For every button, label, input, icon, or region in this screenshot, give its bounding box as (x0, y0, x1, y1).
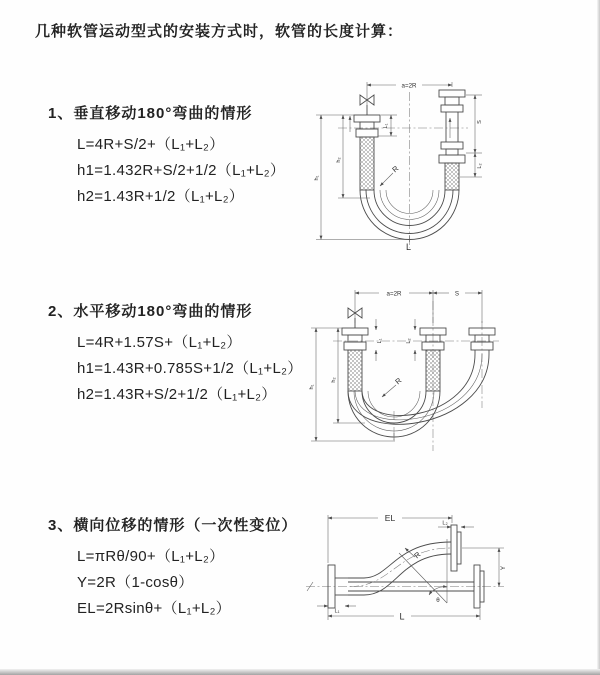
left-flange (354, 115, 380, 137)
hose-braid-left (348, 350, 362, 391)
dim-l1 (317, 606, 356, 615)
diagram-horizontal-180-bend (303, 283, 528, 468)
dim-s-label: S (477, 120, 483, 124)
formula-line: h2=1.43R+1/2（L₁+L₂） (77, 188, 245, 205)
dim-h2-label: h₂ (336, 157, 342, 163)
radius-leader (405, 548, 423, 560)
hose-u-bend-displaced (348, 350, 489, 424)
dim-l2 (406, 319, 415, 361)
section-vertical-180 (48, 102, 285, 210)
radius-leader (382, 376, 404, 397)
dim-l2-label: L₂ (442, 520, 448, 527)
dim-y-label: Y (500, 565, 507, 571)
section-heading: 2、水平移动180°弯曲的情形 (48, 303, 253, 320)
formula-line: L=4R+S/2+（L₁+L₂） (77, 136, 225, 153)
hose-braid-right (445, 163, 459, 190)
dim-s-label: S (454, 290, 460, 298)
dim-a-2r (355, 290, 482, 323)
scan-edge-bottom (0, 669, 600, 675)
formula-line: L=πRθ/90+（L₁+L₂） (77, 548, 225, 565)
formula-line: h1=1.432R+S/2+1/2（L₁+L₂） (77, 162, 286, 179)
dim-l2 (438, 521, 474, 528)
formula-line: L=4R+1.57S+（L₁+L₂） (77, 334, 242, 351)
dim-l-label: L (399, 611, 405, 622)
angle-theta-label: θ (436, 597, 440, 604)
dim-l (328, 608, 480, 622)
dim-el-label: EL (384, 513, 396, 523)
dim-a-2r-label: a=2R (401, 82, 417, 90)
section-horizontal-180 (48, 300, 303, 408)
right-flange-lower (439, 142, 465, 163)
diagram-lateral-displacement (296, 503, 536, 643)
diagram-vertical-180-bend (310, 70, 525, 260)
section-heading: 3、横向位移的情形（一次性变位） (48, 517, 298, 534)
dim-h1-label: h₁ (314, 175, 320, 181)
dim-l2-label: L₂ (477, 163, 483, 169)
formula-line: h2=1.43R+S/2+1/2（L₁+L₂） (77, 386, 277, 403)
dim-y (462, 548, 507, 587)
dim-h2-label: h₂ (331, 377, 337, 383)
hose-s-curve (348, 542, 451, 595)
radius-leader (380, 164, 401, 186)
hose-braid-mid (426, 350, 440, 391)
page-title: 几种软管运动型式的安装方式时，软管的长度计算： (35, 23, 404, 40)
left-flange (342, 328, 368, 350)
pipe-original-position (348, 565, 484, 608)
radius-label: R (390, 163, 401, 175)
dim-l2-label: L₂ (406, 338, 412, 344)
dim-l1-label: L₁ (377, 338, 383, 344)
radius-label: R (412, 549, 423, 561)
dim-l1 (378, 115, 397, 136)
length-label: L (406, 242, 412, 252)
dim-l2 (460, 153, 483, 177)
section-heading: 1、垂直移动180°弯曲的情形 (48, 105, 253, 122)
hose-braid-left (360, 137, 374, 190)
dim-l1 (376, 319, 383, 361)
dim-l1-label: L₁ (334, 608, 340, 615)
formula-line: h1=1.43R+0.785S+1/2（L₁+L₂） (77, 360, 303, 377)
formula-line: EL=2Rsinθ+（L₁+L₂） (77, 600, 231, 617)
dim-a-2r-label: a=2R (386, 290, 402, 298)
dim-l1-label: L₁ (383, 123, 389, 129)
upper-flange (451, 525, 461, 571)
dim-s (466, 95, 483, 153)
dim-h1-label: h₁ (309, 384, 315, 390)
right-flange-upper (439, 90, 465, 112)
formula-line: Y=2R（1-cosθ） (77, 574, 194, 591)
section-lateral-displacement (48, 514, 297, 622)
radius-label: R (393, 375, 404, 387)
